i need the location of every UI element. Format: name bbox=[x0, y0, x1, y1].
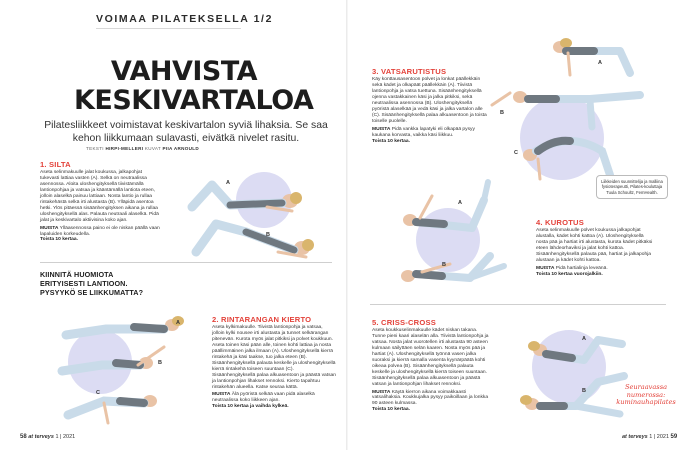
folio-right bbox=[622, 434, 677, 440]
exercise-2-reps: Toista 10 kertaa ja vaihda kylkeä. bbox=[212, 404, 289, 410]
folio-right-issue: 1 | 2021 bbox=[649, 434, 669, 440]
bridge-pose-a bbox=[172, 165, 312, 215]
exercise-2-text: Aseta kylkimakuulle. Tiivistä lantionpohja ja vatsaa, jolloin kylki nousee irti alustasta ja tunnet selkärangan pitenevän. Kurota myös jalat pitkiksi ja polvet koukkuun. Aseta toinen käsi pään alle, toinen kohti lattiaa ja nosta päällimmäinen jalka ilmaan (A). Uloshengityksellä kierrä rintakehä ja käsi taakse, tuo jalka eteen (B). Sisäänhengityksellä palauta keskelle ja uloshengityksellä kierrä rintakehä toiseen suuntaan (C). Sisäänhengityksellä palaa alkuasentoon ja päästä vatsan ja lantionpohjan lihakset rennoksi. Kierto tapahtuu rintakehän alueella. Katse seuraa kättä. bbox=[212, 325, 336, 390]
figure-4-label-b: B bbox=[442, 262, 446, 268]
exercise-5-title: 5. CRISS-CROSS bbox=[372, 318, 436, 327]
figure-2-label-c: C bbox=[96, 390, 100, 396]
title-line-2: KESKIVARTALOA bbox=[74, 85, 314, 116]
figure-1-label-a: A bbox=[226, 180, 230, 186]
folio-right-page: 59 bbox=[670, 434, 678, 440]
twist-poses bbox=[46, 305, 206, 430]
bridge-pose-b bbox=[182, 210, 322, 260]
exercise-3-note: MUISTA Pidä vankka lapatyki eli olkapää pysyy kaukana korvasta, vaikka käsi liikkuu. bbox=[372, 126, 475, 138]
exercise-1-note: MUISTA Ylläasennossa paino ei ole niskan päällä vaan lapaluiden korkeudella. bbox=[40, 225, 160, 237]
exercise-2-title: 2. RINTARANGAN KIERTO bbox=[212, 315, 312, 324]
figure-3-label-b: B bbox=[500, 110, 504, 116]
credit-photo-author: PIIA ARNOULD bbox=[162, 146, 199, 151]
designer-sidenote: Liikkeiden suunnittelija ja malliina fysioterapeutti, Pilates-kouluttaja Tuula Schoultz, FemHealth. bbox=[596, 175, 668, 199]
figure-2-label-a: A bbox=[176, 320, 180, 326]
exercise-1-title: 1. SILTA bbox=[40, 160, 71, 169]
folio-left bbox=[20, 434, 75, 440]
exercise-4-text: Aseta selinmakuulle polvet koukussa jalkapohjat alustalla, kädet kohti kattoa (A). Uloshengityksellä nosta pää ja hartiat irti alustasta, kurota kädet pitkäksi eteen lähdeorhaviksi ja jalat kohti kattoa. Sisäänhengityksellä palauta pää, hartiat ja jalkapohja alustaan ja kädet kohti kattoa. bbox=[536, 228, 653, 263]
all-fours-poses bbox=[490, 35, 670, 185]
figure-3-label-a: A bbox=[598, 60, 602, 66]
folio-right-brand: at terveys bbox=[622, 434, 648, 440]
figure-2-label-b: B bbox=[158, 360, 162, 366]
figure-3-label-c: C bbox=[514, 150, 518, 156]
page-title bbox=[74, 56, 314, 116]
folio-left-page: 58 bbox=[20, 434, 27, 440]
exercise-4-reps: Toista 10 kertaa vuorojalkiin. bbox=[536, 271, 603, 277]
exercise-5-note: MUISTA Käytä kierron aikana voimakkaasti vatsalihaksia. Koukkujalka pysyy paikoillaan ja lonkka 90 asteen kulmassa. bbox=[372, 389, 489, 407]
exercise-1-text: Aseta selinmakuulle jalat koukussa, jalkapohjat tukevasti lattiaa vasten (A). Selkä on neutraalissa asennossa. Aloita uloshengityksellä tiivistämällä lantionpohjaa ja vatsaa ja kääntämällä lantiota eteen, jolloin alaselkä painuu lattiaan. Nosta lantio ja rullaa rintakehästä selkä irti alustasta (B). Ylläpidä asentoa hetki. Ylös pitäessä sisäänhengityksen aikana ja rullaa uloshengityksellä alas. Palauta neutraali alaselkä. Pidä jalat ja keskivartalo aktiivisina koko ajan. bbox=[40, 170, 159, 223]
exercise-2-note: MUISTA Älä pyöristä selkää vaan pidä alaselkä neutraalissa koko liikkeen ajan. bbox=[212, 392, 315, 404]
exercise-4-note: MUISTA Pidä hartialinja leveänä. bbox=[536, 265, 608, 271]
figure-1-label-b: B bbox=[266, 232, 270, 238]
credit-text-author: HIRPI-MELLERI bbox=[105, 146, 144, 151]
exercise-5-body bbox=[372, 328, 490, 413]
exercise-4-body bbox=[536, 228, 656, 278]
exercise-3-title: 3. VATSARUTISTUS bbox=[372, 67, 447, 76]
credit-text-label: TEKSTI bbox=[86, 146, 104, 151]
folio-left-issue: 1 | 2021 bbox=[55, 434, 76, 440]
title-line-1: VAHVISTA bbox=[110, 56, 258, 87]
exercise-3-reps: Toista 10 kertaa. bbox=[372, 138, 410, 144]
exercise-5-reps: Toista 10 kertaa. bbox=[372, 407, 410, 413]
figure-4-label-a: A bbox=[458, 200, 462, 206]
exercise-3-text: Käy konttausasentoon polvet ja lonkat päällekkäin sekä kädet ja olkapäät päällekkäin (A). Tiivistä lantionpohja ja vatsa tuettuna. Sisäänhengityksellä ojenna vastakkainen käsi ja jalka pitkiksi, sekä neutraalissa asennossa (B). Uloshengityksellä pyöristä alaselkää ja vedä käsi ja jalka vartalon alle (C). Sisäänhengityksellä palaa alkuasentoon ja toista toiselle puolelle. bbox=[372, 77, 487, 124]
lead-paragraph: Pilatesliikkeet voimistavat keskivartalon syviä lihaksia. Se saa kehon liikkumaan sulavasti, eivätkä nivelet rasitu. bbox=[44, 120, 328, 144]
next-issue-note: Seuraavassa numerossa: kuminauhapilates bbox=[616, 383, 676, 407]
crisscross-poses bbox=[500, 316, 640, 426]
exercise-5-text: Aseta koukkuselinmakuulle kädet niskan takana. Tunne pieni kaari alaselän alla. Tiivistä lantionpohja ja vatsaa. Nosta jalat vuorotellen irti alustasta 90 asteen kulmaan säilyttäen selän kaaren. Nosta myös pää ja hartiat (A). Uloshengityksellä työnnä vasen jalka suoraksi ja kierrä samalla vasenta kyynärpäätä kohti oikeaa polvea (B). Sisäänhengityksellä palauta keskelle ja uloshengityksellä kierrä toiseen suuntaan. Sisäänhengityksellä palaa alkuasentoon ja päästä vatsan ja lantionpohjan lihakset rennoksi. bbox=[372, 328, 489, 387]
figure-5-label-b: B bbox=[582, 388, 586, 394]
kicker-divider bbox=[96, 28, 241, 29]
reach-poses bbox=[392, 180, 522, 295]
section-kicker: VOIMAA PILATEKSELLA 1/2 bbox=[96, 13, 274, 25]
credit-photo-label: KUVAT bbox=[144, 146, 161, 151]
exercise-1-reps: Toista 10 kertaa. bbox=[40, 237, 78, 243]
exercise-1-body bbox=[40, 170, 162, 243]
exercise-4-title: 4. KUROTUS bbox=[536, 218, 584, 227]
page-gutter bbox=[346, 0, 348, 450]
callout-text: KIINNITÄ HUOMIOTA ERITYISESTI LANTIOON. PYSYYKÖ SE LIIKKUMATTA? bbox=[40, 270, 144, 297]
section-divider bbox=[40, 262, 332, 263]
section-divider bbox=[370, 304, 666, 305]
exercise-2-body bbox=[212, 325, 336, 410]
figure-5-label-a: A bbox=[582, 336, 586, 342]
credits bbox=[86, 146, 199, 151]
folio-left-brand: at terveys bbox=[28, 434, 54, 440]
exercise-3-body bbox=[372, 77, 488, 144]
